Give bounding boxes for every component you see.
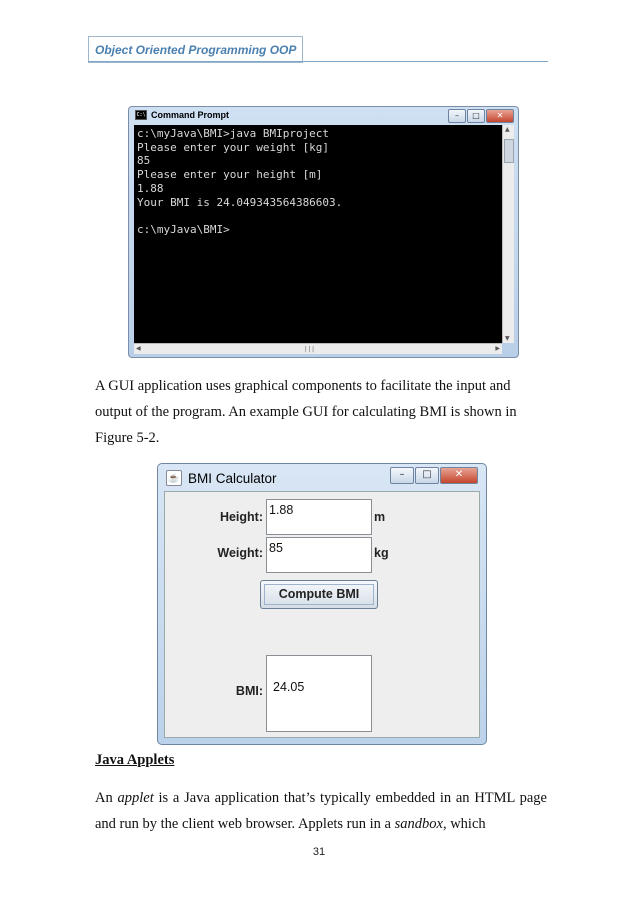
scrollbar-thumb[interactable] [504, 139, 514, 163]
scroll-down-icon[interactable]: ▼ [505, 335, 510, 342]
section-heading: Java Applets [95, 752, 175, 768]
gui-intro-paragraph: A GUI application uses graphical components to facilitate the input and output of the program. An example GUI for calculating BMI is shown in Figure 5-2. [95, 378, 517, 446]
bmi-label: BMI: [235, 684, 263, 698]
page-number: 31 [312, 846, 326, 858]
minimize-button[interactable]: – [390, 467, 414, 484]
maximize-button[interactable]: □ [467, 109, 485, 123]
height-unit: m [374, 510, 386, 524]
maximize-button[interactable]: □ [415, 467, 439, 484]
weight-field[interactable]: 85 [266, 537, 372, 573]
scroll-right-icon[interactable]: ▶ [495, 345, 500, 352]
bmi-content-panel [164, 491, 480, 738]
bmi-calculator-window [157, 463, 487, 745]
weight-unit: kg [374, 546, 389, 560]
java-icon: ☕ [166, 470, 182, 486]
applet-term: applet [117, 790, 154, 806]
close-button[interactable]: ✕ [486, 109, 514, 123]
height-label: Height: [219, 510, 263, 524]
scroll-up-icon[interactable]: ▲ [505, 126, 510, 133]
applet-text-2: is a Java application that’s typically embedded in an HTML page and run by the client web browser. Applets run in a [95, 790, 547, 832]
scroll-left-icon[interactable]: ◀ [136, 345, 141, 352]
close-button[interactable]: ✕ [440, 467, 478, 484]
bmi-titlebar [166, 470, 277, 486]
horizontal-scrollbar[interactable] [134, 343, 502, 354]
minimize-button[interactable]: – [448, 109, 466, 123]
cmd-window-icon: C:\ [136, 112, 146, 118]
bmi-window-title: BMI Calculator [188, 470, 277, 486]
applet-text-3: , which [442, 816, 486, 832]
scroll-grip-icon[interactable]: ||| [304, 346, 315, 353]
cmd-window-title: Command Prompt [151, 110, 230, 120]
console-output[interactable] [134, 125, 502, 343]
compute-bmi-label: Compute BMI [264, 584, 374, 605]
command-prompt-window [128, 106, 519, 358]
cmd-titlebar [135, 110, 229, 120]
header-title: Object Oriented Programming OOP [95, 42, 297, 57]
vertical-scrollbar[interactable] [502, 125, 514, 343]
console-text: c:\myJava\BMI>java BMIproject Please enter your weight [kg] 85 Please enter your height [m] 1.88 Your BMI is 24.049343564386603. c:\myJava\BMI> [137, 127, 343, 236]
height-field[interactable]: 1.88 [266, 499, 372, 535]
weight-label: Weight: [217, 546, 263, 560]
applet-paragraph [95, 785, 547, 837]
running-header [88, 36, 303, 63]
sandbox-term: sandbox [394, 816, 443, 832]
bmi-result-area[interactable]: 24.05 [266, 655, 372, 732]
bmi-window-controls [390, 467, 478, 484]
header-rule [88, 61, 548, 62]
applet-text-1: An [95, 790, 118, 806]
compute-bmi-button[interactable] [260, 580, 378, 609]
cmd-window-controls [448, 109, 514, 123]
